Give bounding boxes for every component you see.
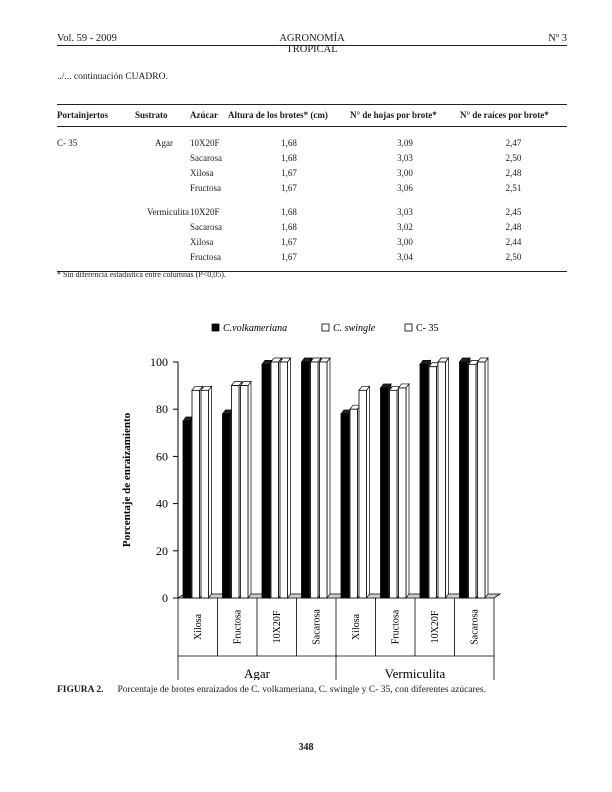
y-tick-label: 40 [156,496,168,511]
bar [438,362,446,598]
table-cell: 1,67 [228,250,350,272]
table-cell: Vermiculita [147,207,189,217]
table-cell [135,220,190,235]
col-header: Azúcar [190,105,228,127]
table-cell [57,151,135,166]
bar [381,388,389,598]
table-cell: 3,00 [397,237,413,247]
table-cell: 2,47 [505,138,522,148]
bar [201,390,209,598]
legend-swatch [322,324,329,331]
continuation-label: ../... continuación CUADRO. [57,72,168,82]
bar [271,362,279,598]
y-tick-label: 100 [150,355,168,369]
x-tick-label: Sacarosa [469,609,481,645]
table-row [57,151,567,166]
table-cell: 2,48 [505,168,522,178]
legend-swatch [405,324,412,331]
table-cell: 1,67 [281,183,297,193]
col-header: Altura de los brotes* (cm) [228,105,350,127]
data-table [57,104,567,272]
table-cell [57,181,135,196]
table-row [57,136,567,151]
bar [390,390,398,598]
bar [223,414,231,598]
table-cell: Xilosa [190,237,214,247]
table-cell: Fructosa [190,250,228,272]
table-row [57,181,567,196]
table-cell [57,235,135,250]
table-row [57,166,567,181]
header-rule [57,45,567,46]
table-cell: 3,02 [397,222,413,232]
bar [420,364,428,598]
col-header: Sustrato [135,105,190,127]
table-row [57,250,567,272]
table-cell [57,220,135,235]
table-cell: 1,68 [281,138,297,148]
col-header: N° de hojas por brote* [350,105,460,127]
y-tick-label: 20 [156,543,168,558]
bar [359,390,367,598]
table-cell: 2,48 [505,222,522,232]
table-cell [135,151,190,166]
table-cell: 2,50 [505,153,522,163]
bar [311,362,319,598]
y-axis-label: Porcentaje de enraizamiento [121,412,133,548]
bar-side [209,386,212,598]
x-tick-label: 10X20F [429,610,441,644]
group-label: Vermiculita [384,666,446,680]
table-row [57,220,567,235]
table-cell [57,166,135,181]
x-tick-label: Fructosa [232,609,244,645]
table-cell: 1,68 [281,153,297,163]
bar-side [248,382,251,598]
bar [302,362,310,598]
rooting-chart [100,315,520,680]
issue-number: Nº 3 [548,33,567,44]
table-cell [57,250,135,272]
col-header: Portainjertos [57,105,135,127]
x-tick-label: Fructosa [390,609,402,645]
journal-title: AGRONOMÍA TROPICAL [279,33,345,55]
bar-side [406,384,409,598]
table-cell: 1,67 [281,168,297,178]
table-row [57,205,567,220]
figure-label: FIGURA 2. [57,685,104,695]
y-tick-label: 80 [156,402,168,417]
table-cell [135,181,190,196]
bar-side [485,358,488,598]
x-tick-label: 10X20F [271,610,283,644]
table-cell: 1,68 [281,207,297,217]
table-cell: Agar [155,138,173,148]
y-tick-label: 0 [162,591,168,605]
table-cell: 2,45 [505,207,522,217]
table-cell: 10X20F [190,138,220,148]
bar [232,386,240,598]
table-cell: 10X20F [190,207,220,217]
table-cell: C- 35 [57,138,78,148]
bar [478,362,486,598]
bar-side [327,358,330,598]
bar [399,388,407,598]
bar [320,362,328,598]
x-tick-label: Xilosa [350,613,362,641]
bar [280,362,288,598]
table-cell [135,166,190,181]
page-number: 348 [298,742,314,753]
x-tick-label: Xilosa [192,613,204,641]
table-cell: 1,67 [281,237,297,247]
table-cell: 3,04 [350,250,460,272]
table-cell: Fructosa [190,183,221,193]
figure-caption-text: Porcentaje de brotes enraizados de C. volkameriana, C. swingle y C- 35, con diferentes azúcares. [117,685,486,695]
table-cell: 3,03 [397,153,413,163]
table-row [57,235,567,250]
table-cell: 3,09 [397,138,413,148]
table-cell [135,250,190,272]
table-header-row [57,105,567,127]
legend-label: C.volkameriana [223,323,288,334]
table-cell: 3,06 [397,183,413,193]
table-cell: 3,00 [397,168,413,178]
bar [262,364,270,598]
bar [183,421,191,598]
figure-caption [57,685,577,695]
table-cell: 3,03 [397,207,413,217]
table-cell [57,205,135,220]
legend-label: C- 35 [416,323,439,334]
col-header: N° de raíces por brote* [460,105,567,127]
legend-swatch [212,324,219,331]
table-cell: 2,44 [505,237,522,247]
table-cell: 2,51 [505,183,522,193]
table-cell: Sacarosa [190,222,222,232]
legend-label: C. swingle [333,323,376,334]
bar-side [288,358,291,598]
bar [429,367,437,598]
y-tick-label: 60 [156,449,168,464]
table-footnote: * Sin diferencia estadística entre columnas (P<0,05). [57,270,226,279]
bar [350,409,358,598]
group-label: Agar [244,666,270,680]
bar [341,414,349,598]
bar [460,362,468,598]
bar [469,364,477,598]
volume-info: Vol. 59 - 2009 [57,33,117,44]
x-tick-label: Sacarosa [311,609,323,645]
table-cell: 2,50 [460,250,567,272]
table-cell [135,235,190,250]
bar-side [367,386,370,598]
bar [241,386,249,598]
table-cell: 1,68 [281,222,297,232]
bar-side [446,358,449,598]
bar [192,390,200,598]
table-cell: Xilosa [190,168,214,178]
table-cell: Sacarosa [190,153,222,163]
